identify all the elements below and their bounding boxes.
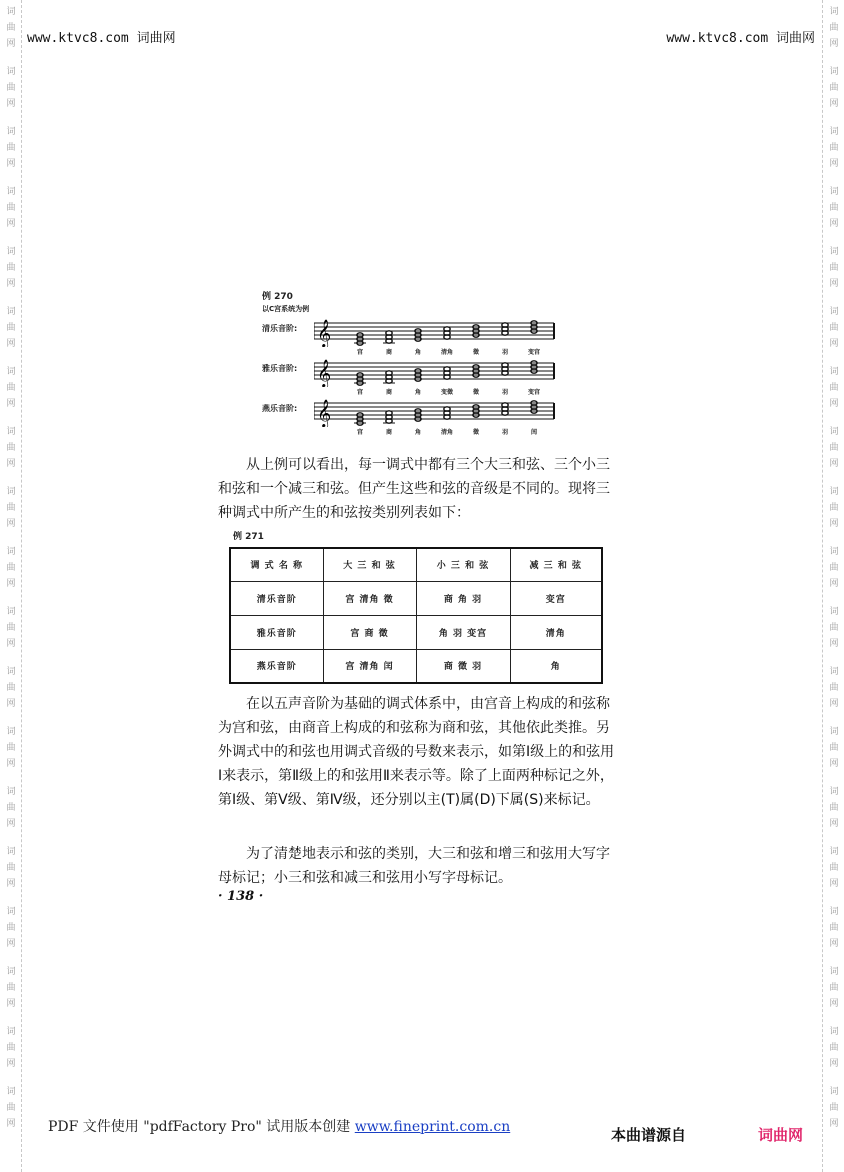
watermark-group bbox=[823, 784, 844, 832]
watermark-char: 网 bbox=[829, 39, 839, 49]
watermark-char: 词 bbox=[6, 127, 16, 137]
watermark-char: 曲 bbox=[6, 23, 16, 33]
chord-notes bbox=[383, 371, 395, 383]
watermark-char: 曲 bbox=[829, 743, 839, 753]
watermark-char: 曲 bbox=[829, 23, 839, 33]
watermark-char: 词 bbox=[6, 727, 16, 737]
watermark-char: 网 bbox=[6, 279, 16, 289]
watermark-group bbox=[823, 304, 844, 352]
staff-degree-labels bbox=[314, 427, 562, 439]
watermark-char: 曲 bbox=[6, 803, 16, 813]
watermark-char: 网 bbox=[6, 579, 16, 589]
watermark-char: 词 bbox=[829, 547, 839, 557]
watermark-group bbox=[823, 664, 844, 712]
watermark-group bbox=[823, 544, 844, 592]
watermark-group bbox=[823, 724, 844, 772]
watermark-group bbox=[823, 4, 844, 52]
watermark-char: 词 bbox=[829, 847, 839, 857]
watermark-char: 网 bbox=[829, 579, 839, 589]
watermark-group bbox=[823, 844, 844, 892]
table-cell: 商 徵 羽 bbox=[416, 649, 510, 683]
table-cell: 商 角 羽 bbox=[416, 581, 510, 615]
watermark-char: 网 bbox=[6, 159, 16, 169]
watermark-group bbox=[0, 604, 22, 652]
example-271-label: 例 271 bbox=[233, 532, 264, 542]
staff-degree-label: 角 bbox=[414, 349, 422, 356]
watermark-char: 网 bbox=[829, 879, 839, 889]
table-header-cell: 大 三 和 弦 bbox=[323, 548, 416, 581]
watermark-char: 网 bbox=[829, 1119, 839, 1129]
staff-degree-label: 徵 bbox=[472, 389, 480, 396]
watermark-char: 网 bbox=[829, 999, 839, 1009]
watermark-char: 词 bbox=[6, 1027, 16, 1037]
note-head bbox=[386, 331, 392, 335]
watermark-char: 网 bbox=[829, 519, 839, 529]
treble-clef-icon: 𝄞 bbox=[317, 399, 332, 427]
note-head bbox=[386, 411, 392, 415]
watermark-char: 曲 bbox=[829, 383, 839, 393]
watermark-char: 网 bbox=[6, 759, 16, 769]
watermark-group bbox=[0, 4, 22, 52]
footer-brand-logo[interactable]: 词曲网 bbox=[758, 1126, 804, 1144]
watermark-char: 曲 bbox=[829, 683, 839, 693]
watermark-char: 网 bbox=[6, 99, 16, 109]
watermark-char: 词 bbox=[6, 787, 16, 797]
staff-degree-label: 宫 bbox=[356, 389, 364, 396]
watermark-char: 曲 bbox=[6, 383, 16, 393]
watermark-char: 网 bbox=[6, 39, 16, 49]
watermark-char: 曲 bbox=[6, 1043, 16, 1053]
chord-notes bbox=[502, 403, 508, 415]
table-cell: 宫 商 徵 bbox=[323, 615, 416, 649]
watermark-char: 网 bbox=[829, 399, 839, 409]
watermark-char: 曲 bbox=[6, 923, 16, 933]
watermark-char: 曲 bbox=[829, 143, 839, 153]
watermark-char: 曲 bbox=[6, 443, 16, 453]
chord-notes bbox=[502, 323, 508, 335]
watermark-char: 网 bbox=[829, 99, 839, 109]
watermark-group bbox=[0, 424, 22, 472]
watermark-char: 曲 bbox=[829, 863, 839, 873]
watermark-char: 词 bbox=[6, 847, 16, 857]
watermark-char: 词 bbox=[829, 487, 839, 497]
table-cell: 角 bbox=[510, 649, 602, 683]
watermark-char: 词 bbox=[6, 67, 16, 77]
watermark-char: 网 bbox=[6, 1059, 16, 1069]
watermark-char: 词 bbox=[6, 907, 16, 917]
watermark-char: 曲 bbox=[6, 863, 16, 873]
staff-degree-label: 商 bbox=[385, 389, 393, 396]
watermark-char: 词 bbox=[6, 247, 16, 257]
staff-degree-label: 清角 bbox=[440, 349, 454, 356]
staff-degree-label: 羽 bbox=[501, 349, 509, 356]
chord-notes bbox=[444, 367, 450, 379]
watermark-char: 网 bbox=[829, 1059, 839, 1069]
footer-prefix: PDF 文件使用 "pdfFactory Pro" 试用版本创建 bbox=[48, 1119, 355, 1135]
watermark-group bbox=[0, 544, 22, 592]
chord-table bbox=[229, 547, 603, 684]
watermark-char: 网 bbox=[829, 819, 839, 829]
watermark-char: 词 bbox=[6, 7, 16, 17]
staff-degree-label: 商 bbox=[385, 429, 393, 436]
table-cell: 变宫 bbox=[510, 581, 602, 615]
music-staff-notation bbox=[314, 397, 562, 427]
watermark-char: 词 bbox=[829, 1027, 839, 1037]
watermark-group bbox=[0, 184, 22, 232]
table-row bbox=[230, 615, 602, 649]
note-head bbox=[444, 327, 450, 331]
staff-degree-label: 宫 bbox=[356, 429, 364, 436]
watermark-char: 网 bbox=[6, 219, 16, 229]
watermark-char: 曲 bbox=[829, 983, 839, 993]
watermark-char: 曲 bbox=[829, 83, 839, 93]
watermark-char: 网 bbox=[6, 879, 16, 889]
watermark-group bbox=[823, 364, 844, 412]
music-staff-notation bbox=[314, 357, 562, 387]
watermark-char: 曲 bbox=[6, 203, 16, 213]
table-cell: 清乐音阶 bbox=[230, 581, 323, 615]
staff-yanyue bbox=[262, 397, 562, 439]
watermark-char: 网 bbox=[6, 399, 16, 409]
staff-degree-label: 角 bbox=[414, 389, 422, 396]
watermark-group bbox=[0, 724, 22, 772]
watermark-char: 词 bbox=[829, 367, 839, 377]
table-cell: 宫 清角 徵 bbox=[323, 581, 416, 615]
watermark-group bbox=[823, 1024, 844, 1072]
watermark-char: 曲 bbox=[6, 683, 16, 693]
watermark-char: 词 bbox=[829, 1087, 839, 1097]
table-header-cell: 调 式 名 称 bbox=[230, 548, 323, 581]
watermark-group bbox=[0, 964, 22, 1012]
table-cell: 角 羽 变宫 bbox=[416, 615, 510, 649]
watermark-group bbox=[0, 124, 22, 172]
watermark-char: 曲 bbox=[6, 323, 16, 333]
watermark-char: 网 bbox=[6, 339, 16, 349]
watermark-char: 曲 bbox=[6, 623, 16, 633]
watermark-group bbox=[823, 484, 844, 532]
watermark-char: 曲 bbox=[829, 623, 839, 633]
watermark-group bbox=[0, 1084, 22, 1132]
watermark-group bbox=[823, 604, 844, 652]
watermark-group bbox=[823, 904, 844, 952]
body-paragraph-1 bbox=[218, 453, 618, 525]
watermark-char: 词 bbox=[829, 607, 839, 617]
body-paragraph-3 bbox=[218, 842, 618, 890]
watermark-char: 词 bbox=[829, 967, 839, 977]
watermark-char: 网 bbox=[6, 1119, 16, 1129]
watermark-char: 曲 bbox=[829, 803, 839, 813]
staff-degree-label: 角 bbox=[414, 429, 422, 436]
paragraph-text: 为了清楚地表示和弦的类别，大三和弦和增三和弦用大写字母标记；小三和弦和减三和弦用小写字母标记。 bbox=[218, 846, 610, 886]
page-number: · 138 · bbox=[218, 889, 264, 904]
watermark-char: 网 bbox=[6, 819, 16, 829]
watermark-char: 词 bbox=[6, 547, 16, 557]
staff-degree-label: 宫 bbox=[356, 349, 364, 356]
example-270-subtitle: 以C宫系统为例 bbox=[262, 305, 310, 313]
watermark-char: 曲 bbox=[6, 983, 16, 993]
watermark-char: 曲 bbox=[6, 1103, 16, 1113]
staff-degree-label: 羽 bbox=[501, 429, 509, 436]
chord-notes bbox=[383, 411, 395, 423]
note-head bbox=[502, 323, 508, 327]
table-cell: 燕乐音阶 bbox=[230, 649, 323, 683]
body-paragraph-2 bbox=[218, 692, 618, 812]
table-header-row bbox=[230, 548, 602, 581]
table-row bbox=[230, 581, 602, 615]
watermark-char: 网 bbox=[6, 639, 16, 649]
staff-degree-label: 变宫 bbox=[527, 349, 541, 356]
staff-degree-label: 商 bbox=[385, 349, 393, 356]
watermark-char: 词 bbox=[6, 427, 16, 437]
watermark-char: 曲 bbox=[829, 203, 839, 213]
watermark-group bbox=[0, 244, 22, 292]
watermark-group bbox=[823, 964, 844, 1012]
watermark-char: 词 bbox=[829, 307, 839, 317]
watermark-char: 曲 bbox=[829, 563, 839, 573]
staff-degree-label: 清角 bbox=[440, 429, 454, 436]
watermark-char: 网 bbox=[829, 939, 839, 949]
watermark-char: 网 bbox=[829, 159, 839, 169]
watermark-char: 词 bbox=[6, 1087, 16, 1097]
staff-name: 燕乐音阶: bbox=[262, 404, 298, 413]
staff-yayue bbox=[262, 357, 562, 399]
watermark-char: 网 bbox=[829, 639, 839, 649]
note-head bbox=[444, 367, 450, 371]
watermark-char: 网 bbox=[829, 219, 839, 229]
watermark-char: 词 bbox=[829, 187, 839, 197]
watermark-char: 词 bbox=[6, 487, 16, 497]
watermark-char: 网 bbox=[6, 999, 16, 1009]
watermark-char: 词 bbox=[6, 667, 16, 677]
right-watermark-strip bbox=[822, 0, 844, 1172]
table-cell: 宫 清角 闰 bbox=[323, 649, 416, 683]
note-head bbox=[386, 371, 392, 375]
staff-degree-label: 徵 bbox=[472, 349, 480, 356]
watermark-char: 词 bbox=[829, 787, 839, 797]
watermark-char: 网 bbox=[6, 459, 16, 469]
staff-degree-label: 徵 bbox=[472, 429, 480, 436]
music-staff-notation bbox=[314, 317, 562, 347]
watermark-char: 词 bbox=[829, 907, 839, 917]
watermark-group bbox=[823, 64, 844, 112]
watermark-char: 词 bbox=[829, 247, 839, 257]
note-head bbox=[444, 407, 450, 411]
paragraph-text: 在以五声音阶为基础的调式体系中，由宫音上构成的和弦称为宫和弦，由商音上构成的和弦称为商和弦，其他依此类推。另外调式中的和弦也用调式音级的号数来表示，如第Ⅰ级上的和弦用Ⅰ来表示，第Ⅱ级上的和弦用Ⅱ来表示等。除了上面两种标记之外，第Ⅰ级、第Ⅴ级、第Ⅳ级，还分别以主(T)属(D)下属(S)来标记。 bbox=[218, 696, 615, 808]
watermark-group bbox=[0, 484, 22, 532]
table-header-cell: 小 三 和 弦 bbox=[416, 548, 510, 581]
watermark-char: 曲 bbox=[6, 143, 16, 153]
watermark-group bbox=[823, 124, 844, 172]
watermark-char: 曲 bbox=[829, 323, 839, 333]
watermark-char: 曲 bbox=[829, 923, 839, 933]
watermark-char: 词 bbox=[6, 367, 16, 377]
watermark-char: 曲 bbox=[829, 503, 839, 513]
watermark-char: 网 bbox=[829, 279, 839, 289]
watermark-group bbox=[0, 784, 22, 832]
watermark-char: 词 bbox=[829, 67, 839, 77]
footer-link[interactable]: www.fineprint.com.cn bbox=[354, 1119, 511, 1135]
note-head bbox=[502, 363, 508, 367]
example-270-label: 例 270 bbox=[262, 292, 293, 302]
watermark-char: 网 bbox=[829, 339, 839, 349]
watermark-char: 词 bbox=[829, 427, 839, 437]
staff-degree-label: 羽 bbox=[501, 389, 509, 396]
watermark-group bbox=[0, 364, 22, 412]
watermark-char: 网 bbox=[829, 459, 839, 469]
treble-clef-icon: 𝄞 bbox=[317, 359, 332, 387]
watermark-char: 网 bbox=[6, 519, 16, 529]
watermark-char: 曲 bbox=[829, 443, 839, 453]
watermark-char: 词 bbox=[829, 7, 839, 17]
watermark-group bbox=[823, 424, 844, 472]
footer-source-label: 本曲谱源自 bbox=[611, 1126, 687, 1144]
chord-notes bbox=[444, 327, 450, 339]
chord-notes bbox=[444, 407, 450, 419]
watermark-char: 曲 bbox=[829, 1103, 839, 1113]
watermark-group bbox=[0, 304, 22, 352]
watermark-char: 曲 bbox=[6, 743, 16, 753]
watermark-group bbox=[0, 664, 22, 712]
watermark-char: 曲 bbox=[6, 83, 16, 93]
staff-degree-label: 变徵 bbox=[440, 389, 454, 396]
watermark-char: 曲 bbox=[6, 263, 16, 273]
watermark-char: 词 bbox=[829, 667, 839, 677]
table-header-cell: 减 三 和 弦 bbox=[510, 548, 602, 581]
chord-notes bbox=[383, 331, 395, 343]
watermark-group bbox=[0, 844, 22, 892]
watermark-group bbox=[823, 1084, 844, 1132]
footer-pdf-notice bbox=[48, 1116, 510, 1136]
watermark-char: 曲 bbox=[829, 1043, 839, 1053]
table-cell: 清角 bbox=[510, 615, 602, 649]
staff-degree-label: 变宫 bbox=[527, 389, 541, 396]
left-watermark-strip bbox=[0, 0, 22, 1172]
paragraph-text: 从上例可以看出，每一调式中都有三个大三和弦、三个小三和弦和一个减三和弦。但产生这些和弦的音级是不同的。现将三种调式中所产生的和弦按类别列表如下： bbox=[218, 457, 610, 521]
header-link-right[interactable]: www.ktvc8.com 词曲网 bbox=[666, 31, 815, 46]
note-head bbox=[502, 403, 508, 407]
chord-notes bbox=[502, 363, 508, 375]
watermark-group bbox=[823, 244, 844, 292]
staff-name: 清乐音阶: bbox=[262, 324, 298, 333]
watermark-char: 网 bbox=[829, 699, 839, 709]
staff-degree-label: 闰 bbox=[530, 429, 538, 436]
watermark-group bbox=[823, 184, 844, 232]
watermark-char: 词 bbox=[6, 187, 16, 197]
watermark-group bbox=[0, 1024, 22, 1072]
staff-name: 雅乐音阶: bbox=[262, 364, 298, 373]
watermark-char: 词 bbox=[829, 727, 839, 737]
staff-qingyue bbox=[262, 317, 562, 359]
watermark-char: 网 bbox=[6, 939, 16, 949]
watermark-char: 词 bbox=[829, 127, 839, 137]
table-row bbox=[230, 649, 602, 683]
watermark-char: 词 bbox=[6, 607, 16, 617]
header-link-left[interactable]: www.ktvc8.com 词曲网 bbox=[27, 31, 176, 46]
watermark-group bbox=[0, 904, 22, 952]
watermark-char: 曲 bbox=[6, 563, 16, 573]
watermark-char: 词 bbox=[6, 307, 16, 317]
table-cell: 雅乐音阶 bbox=[230, 615, 323, 649]
watermark-char: 网 bbox=[829, 759, 839, 769]
watermark-char: 曲 bbox=[829, 263, 839, 273]
watermark-char: 词 bbox=[6, 967, 16, 977]
watermark-group bbox=[0, 64, 22, 112]
watermark-char: 曲 bbox=[6, 503, 16, 513]
watermark-char: 网 bbox=[6, 699, 16, 709]
treble-clef-icon: 𝄞 bbox=[317, 319, 332, 347]
